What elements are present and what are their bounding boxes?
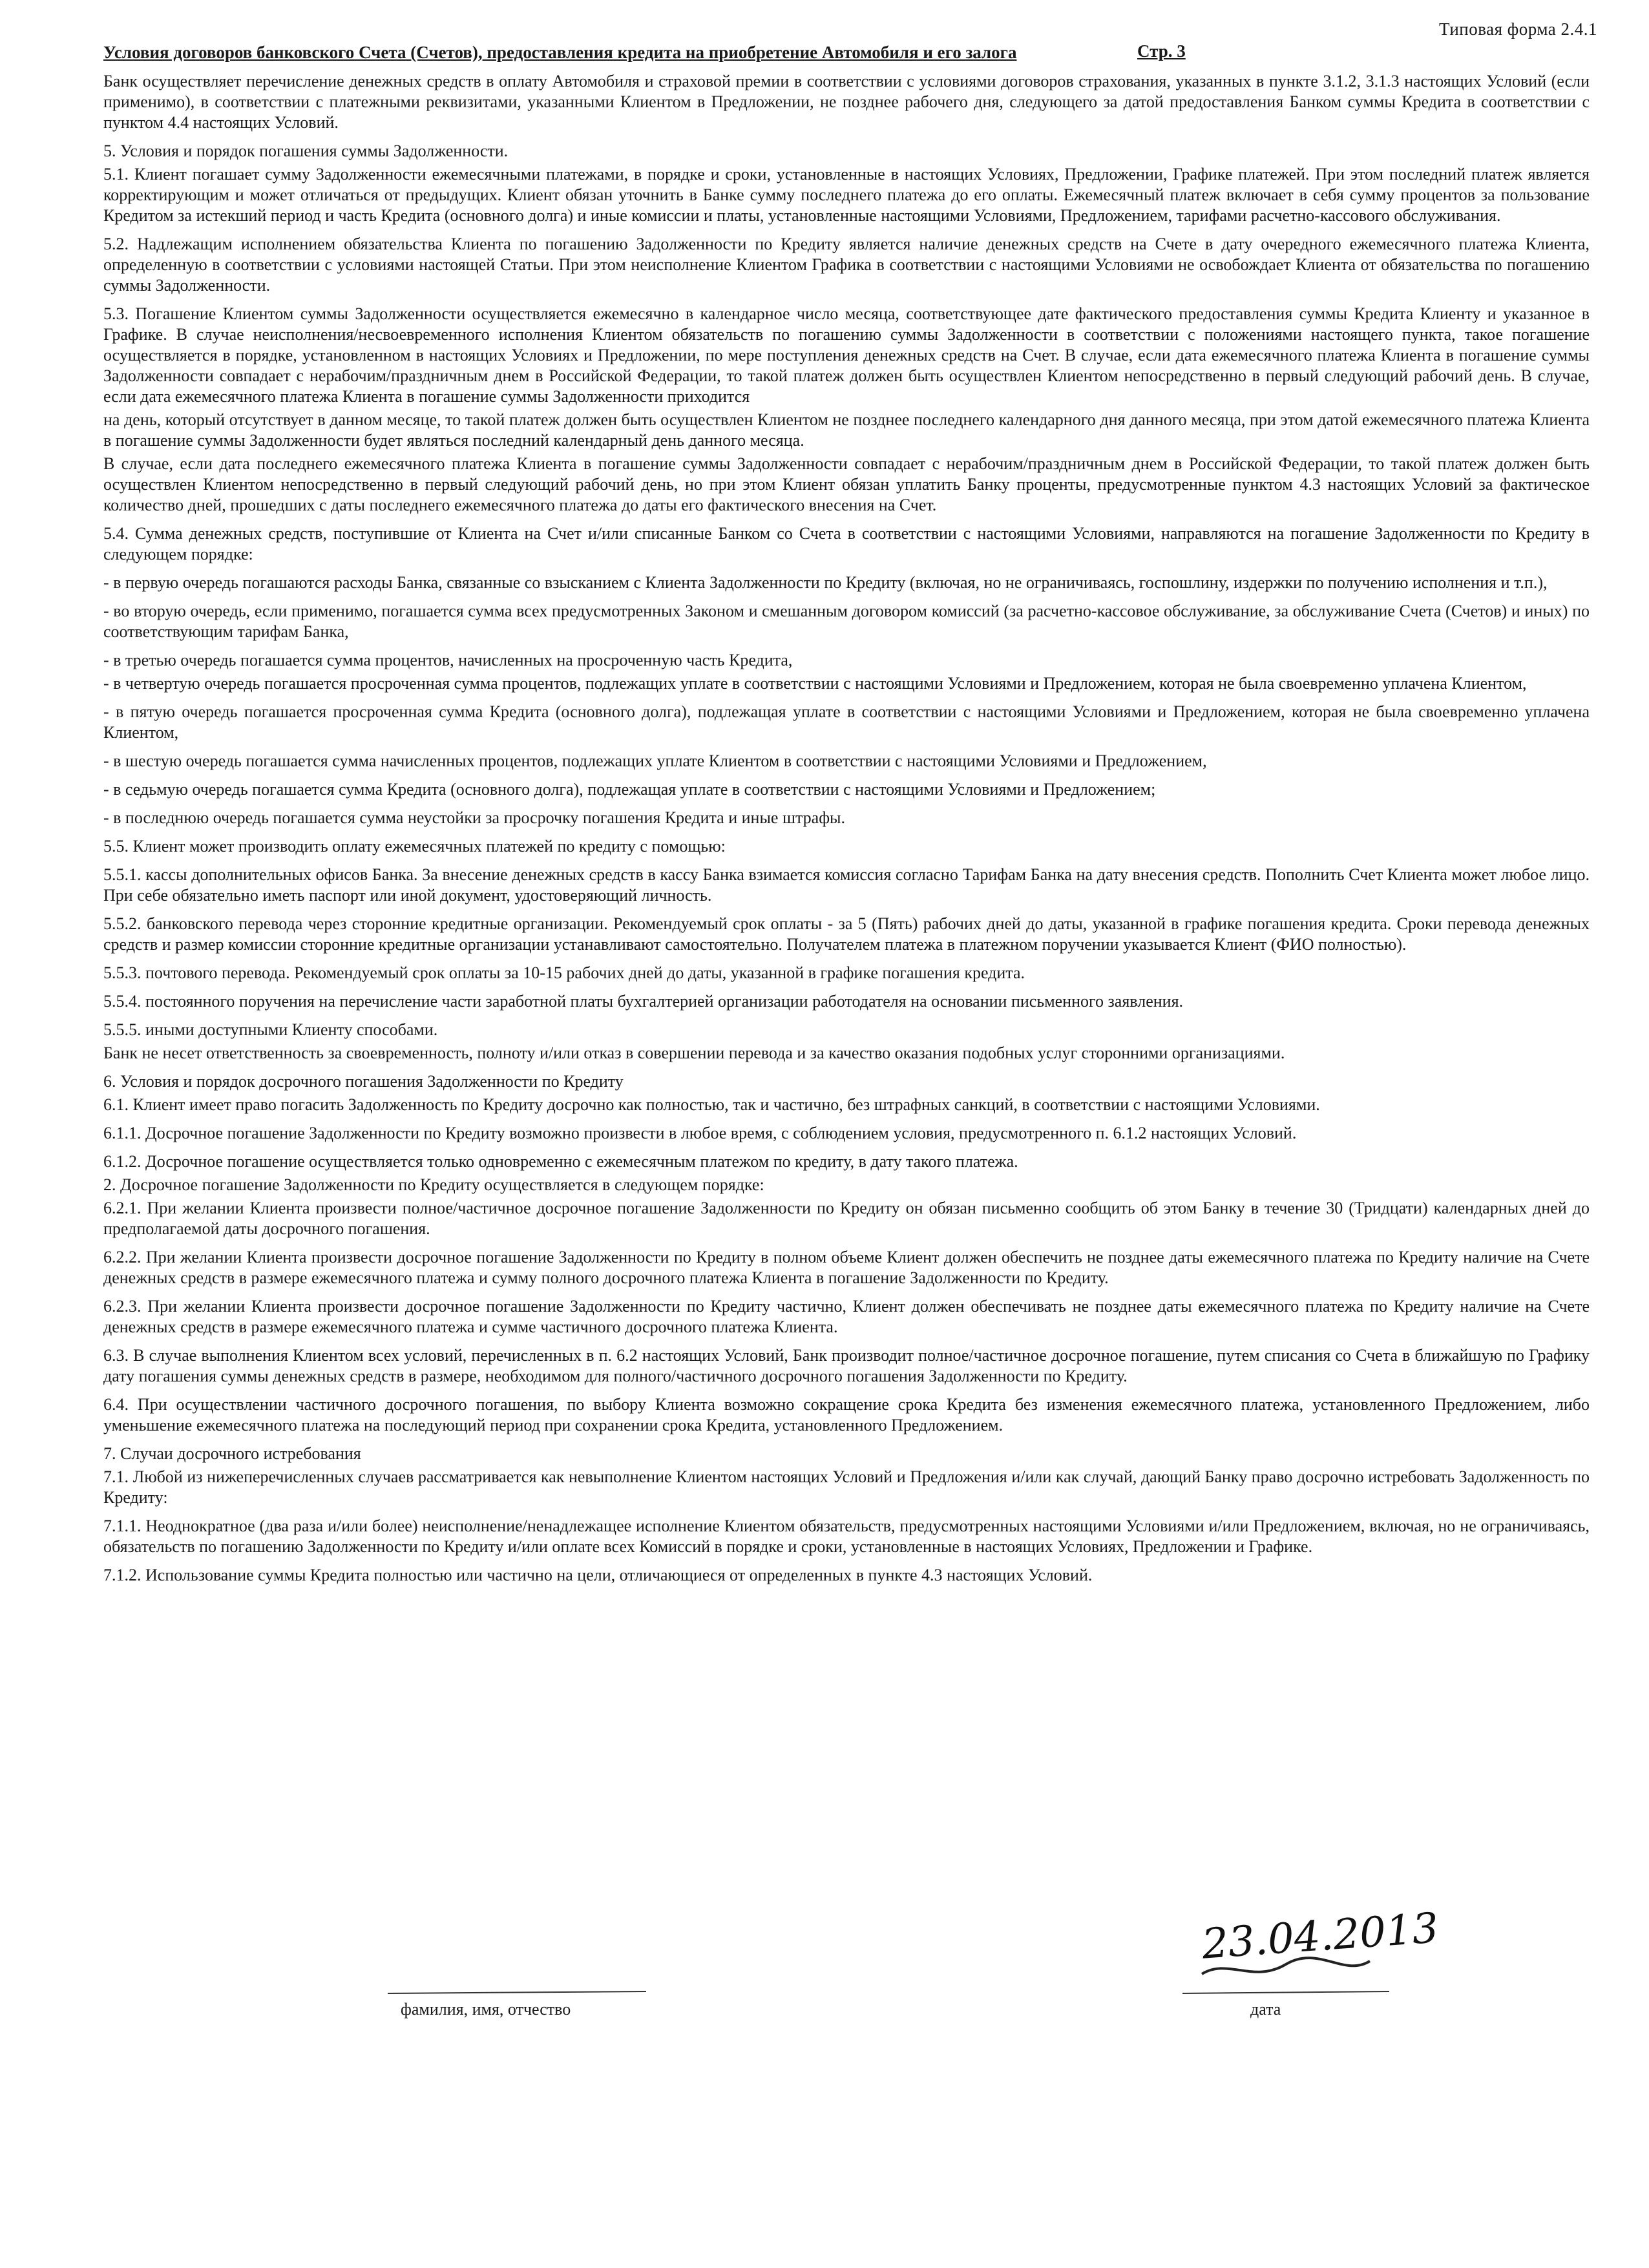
- paragraph: 7.1.1. Неоднократное (два раза и/или более) неисполнение/ненадлежащее исполнение Клиентом обязательств, предусмотренных настоящими Условиями и/или Предложением, включая, но не ограничиваясь, обязательств по погашению Задолженности по Кредиту и/или оплате всех Комиссий в порядке и сроки, установленные в настоящих Условиях, Предложении и Графике.: [103, 1517, 1590, 1556]
- signature-scribble: [1202, 1958, 1370, 1974]
- fio-label: фамилия, имя, отчество: [401, 2000, 571, 2019]
- list-item: - в шестую очередь погашается сумма начисленных процентов, подлежащих уплате Клиентом в соответствии с настоящими Условиями и Предложением,: [103, 751, 1207, 770]
- list-item: - в первую очередь погашаются расходы Банка, связанные со взысканием с Клиента Задолженности по Кредиту (включая, но не ограничиваясь, госпошлину, издержки по получению исполнения и т.п.),: [103, 573, 1548, 592]
- date-underline: [1182, 1991, 1389, 1993]
- signature-underline: [388, 1991, 646, 1993]
- paragraph: 5.5.5. иными доступными Клиенту способами.: [103, 1020, 438, 1039]
- form-number: Типовая форма 2.4.1: [1439, 19, 1597, 39]
- section-heading: 7. Случаи досрочного истребования: [103, 1444, 361, 1463]
- handwritten-date: 23.04.2013: [1200, 1904, 1440, 1969]
- section-heading: 6. Условия и порядок досрочного погашения Задолженности по Кредиту: [103, 1072, 624, 1091]
- paragraph: 5.5.2. банковского перевода через сторонние кредитные организации. Рекомендуемый срок оплаты - за 5 (Пять) рабочих дней до даты, указанной в графике погашения кредита. Сроки перевода денежных средств и размер комиссии сторонние кредитные организации устанавливают самостоятельно. Получателем платежа в платежном поручении указывается Клиент (ФИО полностью).: [103, 914, 1590, 954]
- paragraph: 7.1.2. Использование суммы Кредита полностью или частично на цели, отличающиеся от определенных в пункте 4.3 настоящих Условий.: [103, 1566, 1093, 1584]
- list-item: - в последнюю очередь погашается сумма неустойки за просрочку погашения Кредита и иные штрафы.: [103, 808, 846, 827]
- list-item: - в четвертую очередь погашается просроченная сумма процентов, подлежащих уплате в соответствии с настоящими Условиями и Предложением, которая не была своевременно уплачена Клиентом,: [103, 674, 1527, 693]
- list-item: - в седьмую очередь погашается сумма Кредита (основного долга), подлежащая уплате в соответствии с настоящими Условиями и Предложением;: [103, 780, 1156, 799]
- paragraph: 5.3. Погашение Клиентом суммы Задолженности осуществляется ежемесячно в календарное число месяца, соответствующее дате фактического предоставления суммы Кредита Клиенту и указанное в Графике. В случае неисполнения/несвоевременного исполнения Клиентом обязательств по погашению суммы Задолженности в соответствии с положениями настоящего пункта, такое погашение осуществляется в порядке, установленном в настоящих Условиях и Предложении, по мере поступления денежных средств на Счет. В случае, если дата ежемесячного платежа Клиента в погашение суммы Задолженности совпадает с нерабочим/праздничным днем в Российской Федерации, то такой платеж должен быть осуществлен Клиентом непосредственно в первый следующий рабочий день. В случае, если дата ежемесячного платежа Клиента в погашение суммы Задолженности приходится: [103, 304, 1590, 406]
- paragraph: 6.2.3. При желании Клиента произвести досрочное погашение Задолженности по Кредиту частично, Клиент должен обеспечивать не позднее даты ежемесячного платежа по Кредиту наличие на Счете денежных средств в размере ежемесячного платежа и сумме частичного досрочного платежа Клиента.: [103, 1297, 1590, 1336]
- paragraph: 6.2.1. При желании Клиента произвести полное/частичное досрочное погашение Задолженности по Кредиту он обязан письменно сообщить об этом Банку в течение 30 (Тридцати) календарных дней до предполагаемой даты досрочного погашения.: [103, 1199, 1590, 1238]
- list-item: - в третью очередь погашается сумма процентов, начисленных на просроченную часть Кредита,: [103, 651, 793, 669]
- running-title: Условия договоров банковского Счета (Счетов), предоставления кредита на приобретение Автомобиля и его залога: [103, 43, 1017, 62]
- paragraph: 6.3. В случае выполнения Клиентом всех условий, перечисленных в п. 6.2 настоящих Условий, Банк производит полное/частичное досрочное погашение, путем списания со Счета в ближайшую по Графику дату погашения суммы денежных средств в размере, необходимом для полного/частичного досрочного погашения Задолженности по Кредиту.: [103, 1346, 1590, 1385]
- paragraph: Банк осуществляет перечисление денежных средств в оплату Автомобиля и страховой премии в соответствии с условиями договоров страхования, указанных в пункте 3.1.2, 3.1.3 настоящих Условий (если применимо), в соответствии с платежными реквизитами, указанными Клиентом в Предложении, не позднее рабочего дня, следующего за датой предоставления Банком суммы Кредита в соответствии с пунктом 4.4 настоящих Условий.: [103, 72, 1590, 132]
- paragraph: на день, который отсутствует в данном месяце, то такой платеж должен быть осуществлен Клиентом не позднее последнего календарного дня данного месяца, при этом датой ежемесячного платежа Клиента в погашение суммы Задолженности будет являться последний календарный день данного месяца.: [103, 410, 1590, 450]
- date-label: дата: [1250, 2000, 1281, 2019]
- paragraph: 6.1. Клиент имеет право погасить Задолженность по Кредиту досрочно как полностью, так и частично, без штрафных санкций, в соответствии с настоящими Условиями.: [103, 1095, 1320, 1114]
- paragraph: 5.5.3. почтового перевода. Рекомендуемый срок оплаты за 10-15 рабочих дней до даты, указанной в графике погашения кредита.: [103, 963, 1025, 982]
- paragraph: 6.1.1. Досрочное погашение Задолженности по Кредиту возможно произвести в любое время, с соблюдением условия, предусмотренного п. 6.1.2 настоящих Условий.: [103, 1124, 1297, 1142]
- paragraph: 5.4. Сумма денежных средств, поступившие от Клиента на Счет и/или списанные Банком со Счета в соответствии с настоящими Условиями, направляются на погашение Задолженности по Кредиту в следующем порядке:: [103, 524, 1590, 563]
- list-item: - во вторую очередь, если применимо, погашается сумма всех предусмотренных Законом и смешанным договором комиссий (за расчетно-кассовое обслуживание, за обслуживание Счета (Счетов) и иных) по соответствующим тарифам Банка,: [103, 602, 1590, 641]
- paragraph: 5.5.4. постоянного поручения на перечисление части заработной платы бухгалтерией организации работодателя на основании письменного заявления.: [103, 992, 1184, 1011]
- paragraph: 6.2.2. При желании Клиента произвести досрочное погашение Задолженности по Кредиту в полном объеме Клиент должен обеспечить не позднее даты ежемесячного платежа по Кредиту наличие на Счете денежных средств в размере ежемесячного платежа и сумму полного досрочного платежа Клиента в погашение Задолженности по Кредиту.: [103, 1248, 1590, 1287]
- paragraph: 5.2. Надлежащим исполнением обязательства Клиента по погашению Задолженности по Кредиту является наличие денежных средств на Счете в дату очередного ежемесячного платежа Клиента, определенную в соответствии с условиями настоящей Статьи. При этом неисполнение Клиентом Графика в соответствии с настоящими Условиями не освобождает Клиента от обязательства по погашению суммы Задолженности.: [103, 235, 1590, 295]
- paragraph: 5.5. Клиент может производить оплату ежемесячных платежей по кредиту с помощью:: [103, 837, 726, 856]
- paragraph: 5.5.1. кассы дополнительных офисов Банка. За внесение денежных средств в кассу Банка взимается комиссия согласно Тарифам Банка на дату внесения средств. Пополнить Счет Клиента может любое лицо. При себе обязательно иметь паспорт или иной документ, удостоверяющий личность.: [103, 865, 1590, 905]
- paragraph: Банк не несет ответственность за своевременность, полноту и/или отказ в совершении перевода и за качество оказания подобных услуг сторонними организациями.: [103, 1044, 1285, 1062]
- paragraph: 2. Досрочное погашение Задолженности по Кредиту осуществляется в следующем порядке:: [103, 1175, 764, 1194]
- paragraph: 6.1.2. Досрочное погашение осуществляется только одновременно с ежемесячным платежом по кредиту, в дату такого платежа.: [103, 1152, 1018, 1171]
- paragraph: 6.4. При осуществлении частичного досрочного погашения, по выбору Клиента возможно сокращение срока Кредита без изменения ежемесячного платежа, установленного Предложением, либо уменьшение ежемесячного платежа на последующий период при сохранении срока Кредита, установленного Предложением.: [103, 1395, 1590, 1434]
- section-heading: 5. Условия и порядок погашения суммы Задолженности.: [103, 142, 509, 160]
- paragraph: 5.1. Клиент погашает сумму Задолженности ежемесячными платежами, в порядке и сроки, установленные в настоящих Условиях, Предложении, Графике платежей. При этом последний платеж является корректирующим и может отличаться от предыдущих. Клиент обязан уточнить в Банке сумму последнего платежа до его оплаты. Ежемесячный платеж включает в себя сумму процентов за пользование Кредитом за истекший период и часть Кредита (основного долга) и иные комиссии и платы, установленные настоящими Условиями, Предложением, тарифами расчетно-кассового обслуживания.: [103, 165, 1590, 225]
- list-item: - в пятую очередь погашается просроченная сумма Кредита (основного долга), подлежащая уплате в соответствии с настоящими Условиями и Предложением, которая не была своевременно уплачена Клиентом,: [103, 702, 1590, 742]
- paragraph: В случае, если дата последнего ежемесячного платежа Клиента в погашение суммы Задолженности совпадает с нерабочим/праздничным днем в Российской Федерации, то такой платеж должен быть осуществлен Клиентом непосредственно в первый следующий рабочий день, но при этом Клиент обязан уплатить Банку проценты, предусмотренные пунктом 4.3 настоящих Условий за фактическое количество дней, прошедших с даты последнего ежемесячного платежа до даты его фактического внесения на Счет.: [103, 454, 1590, 514]
- paragraph: 7.1. Любой из нижеперечисленных случаев рассматривается как невыполнение Клиентом настоящих Условий и Предложения и/или как случай, дающий Банку право досрочно истребовать Задолженность по Кредиту:: [103, 1467, 1590, 1507]
- page-number: Стр. 3: [1137, 41, 1186, 61]
